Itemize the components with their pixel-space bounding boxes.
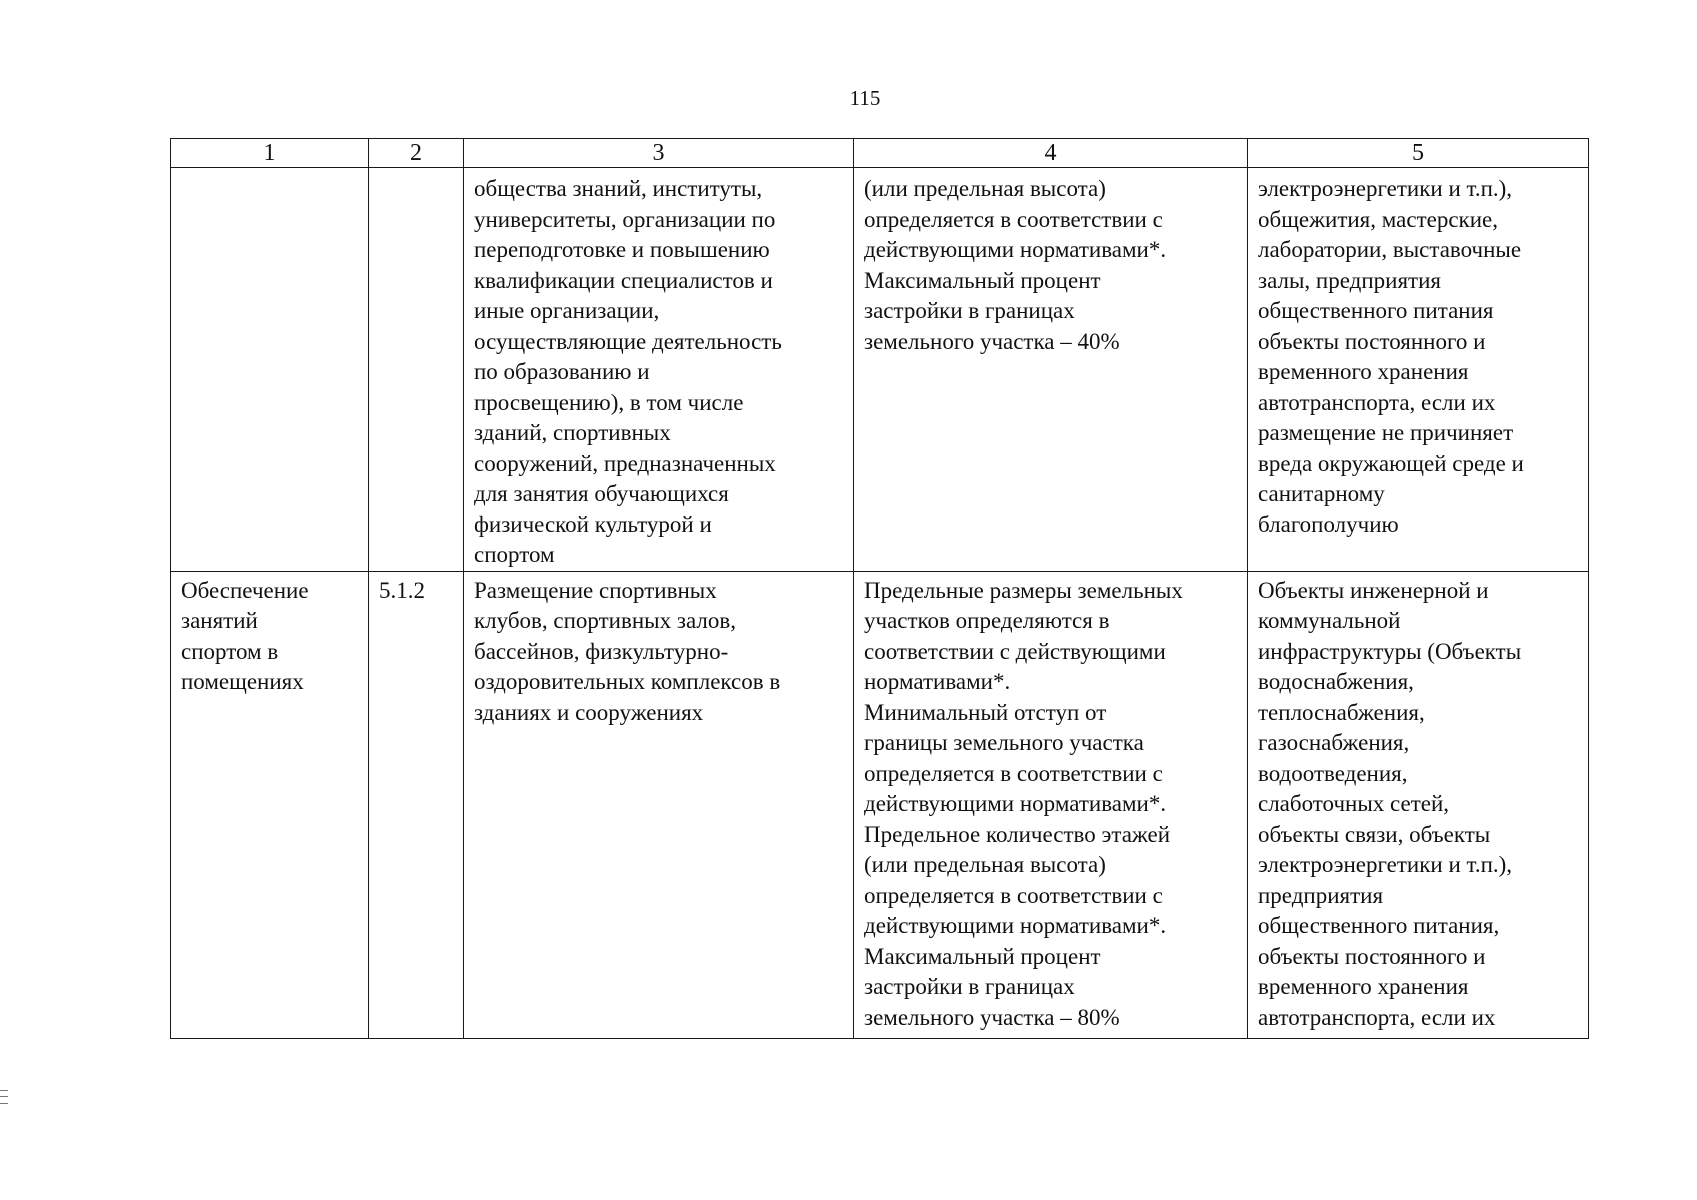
use-parameters-cell: (или предельная высота) определяется в соответствии с действующими нормативами*. Максимальный процент застройки в границах земельного участка – 40% xyxy=(854,168,1248,572)
use-code-cell xyxy=(369,168,464,572)
column-header-5: 5 xyxy=(1248,139,1589,168)
table-row xyxy=(171,571,1589,1038)
page-number: 115 xyxy=(849,86,881,110)
table-row xyxy=(171,168,1589,572)
column-header-2: 2 xyxy=(369,139,464,168)
use-name-cell xyxy=(171,168,369,572)
auxiliary-uses-cell: электроэнергетики и т.п.), общежития, мастерские, лаборатории, выставочные залы, предприятия общественного питания объекты постоянного и временного хранения автотранспорта, если их размещение не причиняет вреда окружающей среде и санитарному благополучию xyxy=(1248,168,1589,572)
column-header-3: 3 xyxy=(464,139,854,168)
column-header-1: 1 xyxy=(171,139,369,168)
land-use-table xyxy=(170,138,1589,1039)
use-code-cell: 5.1.2 xyxy=(369,571,464,1038)
use-description-cell: общества знаний, институты, университеты, организации по переподготовке и повышению квалификации специалистов и иные организации, осуществляющие деятельность по образованию и просвещению), в том числе зданий, спортивных сооружений, предназначенных для занятия обучающихся физической культурой и спортом xyxy=(464,168,854,572)
use-parameters-cell: Предельные размеры земельных участков определяются в соответствии с действующими нормативами*. Минимальный отступ от границы земельного участка определяется в соответствии с действующими нормативами*. Предельное количество этажей (или предельная высота) определяется в соответствии с действующими нормативами*. Максимальный процент застройки в границах земельного участка – 80% xyxy=(854,571,1248,1038)
auxiliary-uses-cell: Объекты инженерной и коммунальной инфраструктуры (Объекты водоснабжения, теплоснабжения, газоснабжения, водоотведения, слаботочных сетей, объекты связи, объекты электроэнергетики и т.п.), предприятия общественного питания, объекты постоянного и временного хранения автотранспорта, если их xyxy=(1248,571,1589,1038)
use-description-cell: Размещение спортивных клубов, спортивных залов, бассейнов, физкультурно- оздоровительных комплексов в зданиях и сооружениях xyxy=(464,571,854,1038)
scan-margin-mark xyxy=(0,1090,8,1104)
use-name-cell: Обеспечение занятий спортом в помещениях xyxy=(171,571,369,1038)
column-header-4: 4 xyxy=(854,139,1248,168)
header-row xyxy=(171,139,1589,168)
